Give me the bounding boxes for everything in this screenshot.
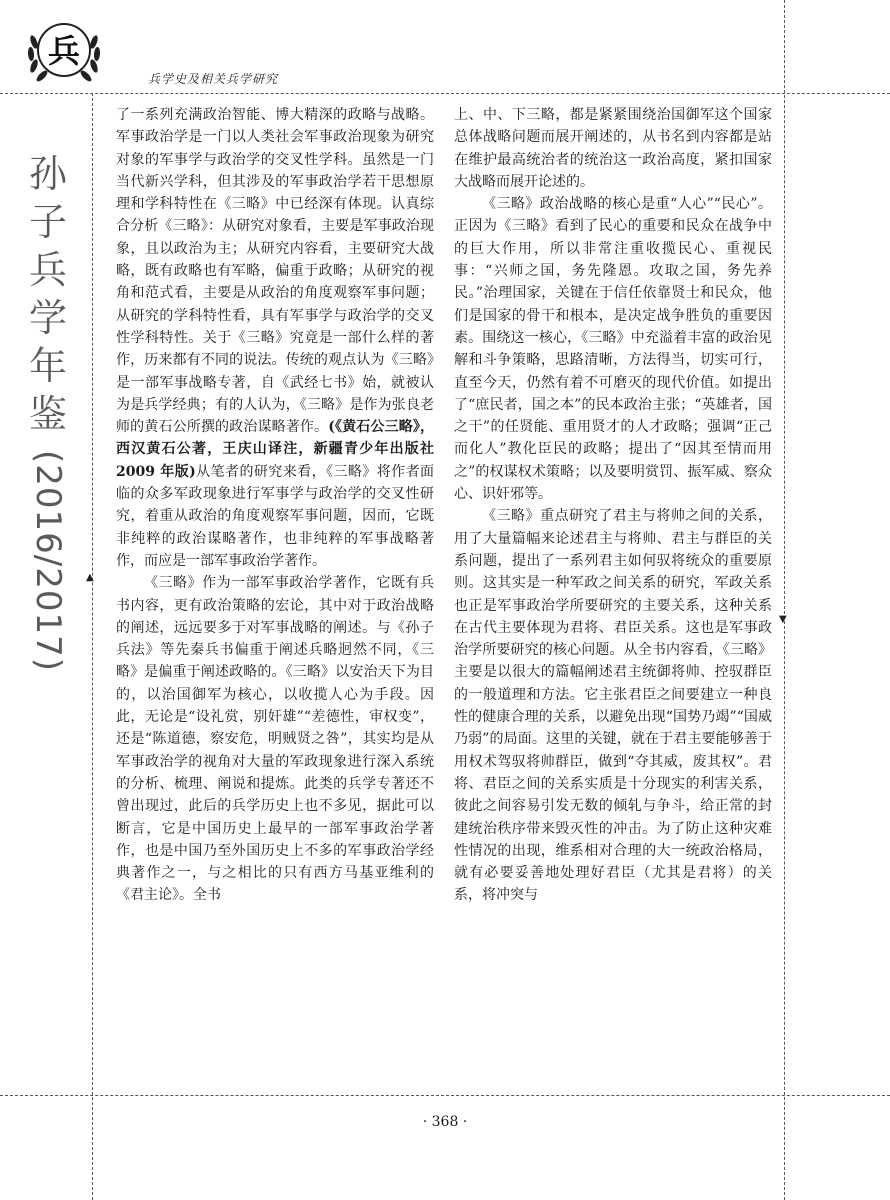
title-year: (2016/2017) [28,450,68,673]
paragraph-text: 从笔者的研究来看，《三略》将作者面临的众多军政现象进行军事学与政治学的交叉性研究，着重从政治的角度观察军事问题，因而，它既非纯粹的政治谋略著作，也非纯粹的军事战略著作，而应是一部军事政治学著作。 [116,463,435,569]
title-char: 学 [28,296,67,340]
title-char: 鉴 [28,392,67,436]
title-char: 兵 [28,248,67,292]
left-margin-rule [92,93,93,1200]
down-arrow-icon: ▼ [779,614,787,625]
paragraph: 《三略》重点研究了君主与将帅之间的关系，用了大量篇幅来论述君主与将帅、君主与群臣的关系问题，提出了一系列君主如何驭将统众的重要原则。这其实是一种军政之间关系的研究，军政关系也正是军事政治学所要研究的主要关系，这种关系在古代主要体现为君将、君臣关系。这也是军事政治学所要研究的核心问题。从全书内容看，《三略》主要是以很大的篇幅阐述君主统御将帅、控驭群臣的一般道理和方法。它主张君臣之间要建立一种良性的健康合理的关系，以避免出现“国势乃竭”“国威乃弱”的局面。这里的关键，就在于君主要能够善于用权术驾驭将帅群臣，做到“夺其威，废其权”。君将、君臣之间的关系实质是十分现实的利害关系，彼此之间容易引发无数的倾轧与争斗，给正常的封建统治秩序带来毁灭性的冲击。为了防止这种灾难性情况的出现，维系相对合理的大一统政治格局，就有必要妥善地处理好君臣（尤其是君将）的关系，将冲突与 [454,508,772,904]
header-rule [0,93,890,94]
right-text-column [454,104,772,907]
running-head: 兵学史及相关兵学研究 [148,72,279,86]
right-margin-rule [784,0,785,1200]
footer-rule [0,1095,890,1096]
page-number: · 368 · [422,1114,468,1130]
left-text-column [116,104,434,907]
citation: (《黄石公三略》，西汉黄石公著，王庆山译注，新疆青少年出版社 2009 年版) [116,419,435,480]
paragraph-text: 了一系列充满政治智能、博大精深的政略与战略。军事政治学是一门以人类社会军事政治现象为研究对象的军事学与政治学的交叉性学科。虽然是一门当代新兴学科，但其涉及的军事政治学若干思想原理和学科特性在《三略》中已经深有体现。认真综合分析《三略》：从研究对象看，主要是军事政治现象，且以政治为主；从研究内容看，主要研究大战略，既有政略也有军略，偏重于政略；从研究的视角和范式看，主要是从政治的角度观察军事问题；从研究的学科特性看，具有军事学与政治学的交叉性学科特性。关于《三略》究竟是一部什么样的著作，历来都有不同的说法。传统的观点认为《三略》是一部军事战略专著，自《武经七书》始，就被认为是兵学经典；有的人认为，《三略》是作为张良老师的黄石公所撰的政治谋略著作。 [116,107,434,436]
paragraph: 上、中、下三略，都是紧紧围绕治国御军这个国家总体战略问题而展开阐述的，从书名到内容都是站在维护最高统治者的统治这一政治高度，紧扣国家大战略而展开论述的。 [454,107,772,190]
svg-text:兵: 兵 [47,32,81,70]
up-arrow-icon: ▲ [86,572,94,583]
yearbook-side-title [20,150,76,672]
paragraph [116,104,434,572]
paragraph: 《三略》作为一部军事政治学著作，它既有兵书内容，更有政治策略的宏论，其中对于政治战略的阐述，远远要多于对军事战略的阐述。与《孙子兵法》等先秦兵书偏重于阐述兵略迥然不同，《三略》是偏重于阐述政略的。《三略》以安治天下为目的，以治国御军为核心，以收揽人心为手段。因此，无论是“设礼赏，别奸雄”“差德性，审权变”，还是“陈道德，察安危，明贼贤之咎”，其实均是从军事政治学的视角对大量的军政现象进行深入系统的分析、梳理、阐说和提炼。此类的兵学专著还不曾出现过，此后的兵学历史上也不多见，据此可以断言，它是中国历史上最早的一部军事政治学著作，也是中国乃至外国历史上不多的军事政治学经典著作之一，与之相比的只有西方马基亚维利的《君主论》。全书 [116,575,434,904]
yearbook-logo [22,12,106,90]
laurel-emblem-icon [22,12,106,90]
title-char: 年 [28,344,67,388]
title-char: 孙 [28,152,67,196]
paragraph: 《三略》政治战略的核心是重“人心”“民心”。正因为《三略》看到了民心的重要和民众在战争中的巨大作用，所以非常注重收揽民心、重视民事：“兴师之国，务先隆恩。攻取之国，务先养民。”治理国家，关键在于信任依靠贤士和民众，他们是国家的骨干和根本，是决定战争胜负的重要因素。围绕这一核心，《三略》中充溢着丰富的政治见解和斗争策略，思路清晰，方法得当，切实可行，直至今天，仍然有着不可磨灭的现代价值。如提出了“庶民者，国之本”的民本政治主张；“英雄者，国之干”的任贤能、重用贤才的人才政略；强调“正己而化人”教化臣民的政略；提出了“因其至情而用之”的权谋权术策略；以及要明赏罚、振军威、察众心、识奸邪等。 [454,196,772,503]
title-char: 子 [28,200,67,244]
